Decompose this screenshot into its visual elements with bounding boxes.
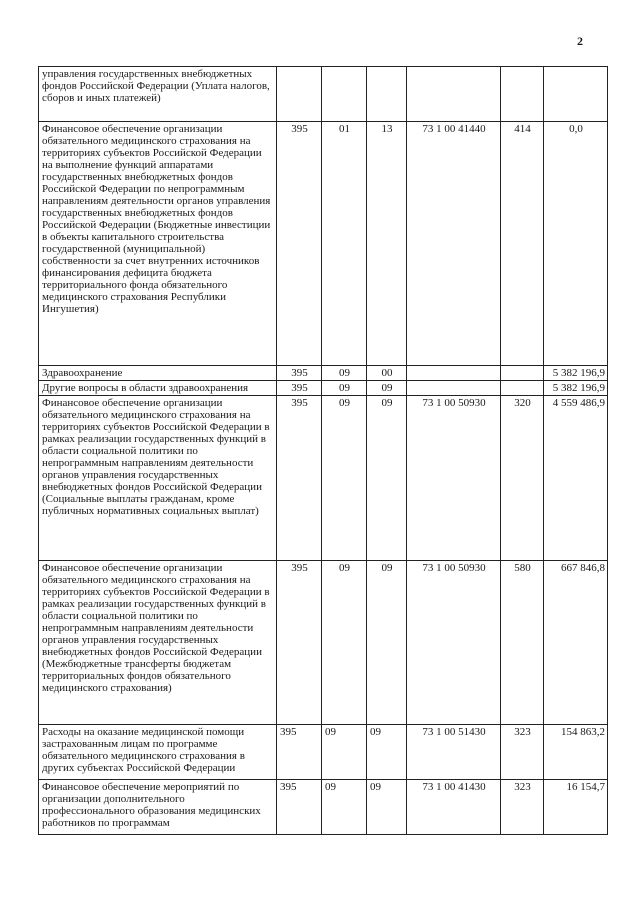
row-vr: 323 [501, 725, 544, 780]
row-csr: 73 1 00 51430 [407, 725, 501, 780]
row-rz: 09 [322, 561, 367, 725]
row-pr: 00 [367, 366, 407, 381]
row-sum: 5 382 196,9 [544, 381, 608, 396]
row-pr [367, 67, 407, 122]
row-vr: 323 [501, 780, 544, 835]
row-name: Финансовое обеспечение организации обязательного медицинского страхования на территориях субъектов Российской Федерации в рамках реализации государственных функций в области социальной политики по непрограммным направлениям деятельности органов управления государственных внебюджетных фондов Российской Федерации (Социальные выплаты гражданам, кроме публичных нормативных социальных выплат) [39, 396, 277, 561]
row-name: Финансовое обеспечение организации обязательного медицинского страхования на территориях субъектов Российской Федерации в рамках реализации государственных функций в области социальной политики по непрограммным направлениям деятельности органов управления государственных внебюджетных фондов Российской Федерации (Межбюджетные трансферты бюджетам территориальных фондов обязательного медицинского страхования) [39, 561, 277, 725]
row-sum [544, 67, 608, 122]
budget-table [38, 66, 608, 835]
row-pr: 09 [367, 780, 407, 835]
row-sum: 5 382 196,9 [544, 366, 608, 381]
table-row [39, 381, 608, 396]
row-gr: 395 [277, 366, 322, 381]
row-csr: 73 1 00 41440 [407, 122, 501, 366]
table-row [39, 561, 608, 725]
row-rz: 09 [322, 396, 367, 561]
row-rz: 09 [322, 366, 367, 381]
row-vr: 414 [501, 122, 544, 366]
row-gr: 395 [277, 122, 322, 366]
row-name: Финансовое обеспечение организации обязательного медицинского страхования на территориях субъектов Российской Федерации на выполнение функций аппаратами государственных внебюджетных фондов Российской Федерации по непрограммным направлениям деятельности органов управления государственных внебюджетных фондов Российской Федерации (Бюджетные инвестиции в объекты капитального строительства государственной (муниципальной) собственности за счет внутренних источников финансирования дефицита бюджета территориального фонда обязательного медицинского страхования Республики Ингушетия) [39, 122, 277, 366]
row-gr [277, 67, 322, 122]
row-name: Другие вопросы в области здравоохранения [39, 381, 277, 396]
row-rz: 09 [322, 780, 367, 835]
row-gr: 395 [277, 396, 322, 561]
row-sum: 16 154,7 [544, 780, 608, 835]
row-pr: 13 [367, 122, 407, 366]
row-pr: 09 [367, 396, 407, 561]
row-rz [322, 67, 367, 122]
row-csr [407, 67, 501, 122]
row-gr: 395 [277, 780, 322, 835]
row-rz: 01 [322, 122, 367, 366]
table-row [39, 780, 608, 835]
row-vr [501, 67, 544, 122]
row-vr [501, 381, 544, 396]
row-name: Финансовое обеспечение мероприятий по организации дополнительного профессионального образования медицинских работников по программам [39, 780, 277, 835]
row-vr: 320 [501, 396, 544, 561]
row-gr: 395 [277, 561, 322, 725]
row-vr: 580 [501, 561, 544, 725]
table-row [39, 396, 608, 561]
table-row [39, 122, 608, 366]
table-row [39, 366, 608, 381]
row-pr: 09 [367, 381, 407, 396]
row-name: управления государственных внебюджетных фондов Российской Федерации (Уплата налогов, сборов и иных платежей) [39, 67, 277, 122]
table-row [39, 725, 608, 780]
row-vr [501, 366, 544, 381]
row-csr: 73 1 00 41430 [407, 780, 501, 835]
page-number: 2 [577, 34, 583, 48]
row-gr: 395 [277, 725, 322, 780]
row-sum: 0,0 [544, 122, 608, 366]
row-pr: 09 [367, 725, 407, 780]
row-csr: 73 1 00 50930 [407, 561, 501, 725]
row-rz: 09 [322, 381, 367, 396]
row-name: Расходы на оказание медицинской помощи застрахованным лицам по программе обязательного медицинского страхования в других субъектах Российской Федерации [39, 725, 277, 780]
row-sum: 154 863,2 [544, 725, 608, 780]
row-rz: 09 [322, 725, 367, 780]
row-sum: 4 559 486,9 [544, 396, 608, 561]
row-csr [407, 366, 501, 381]
table-row [39, 67, 608, 122]
row-name: Здравоохранение [39, 366, 277, 381]
row-pr: 09 [367, 561, 407, 725]
row-csr: 73 1 00 50930 [407, 396, 501, 561]
row-sum: 667 846,8 [544, 561, 608, 725]
row-csr [407, 381, 501, 396]
row-gr: 395 [277, 381, 322, 396]
